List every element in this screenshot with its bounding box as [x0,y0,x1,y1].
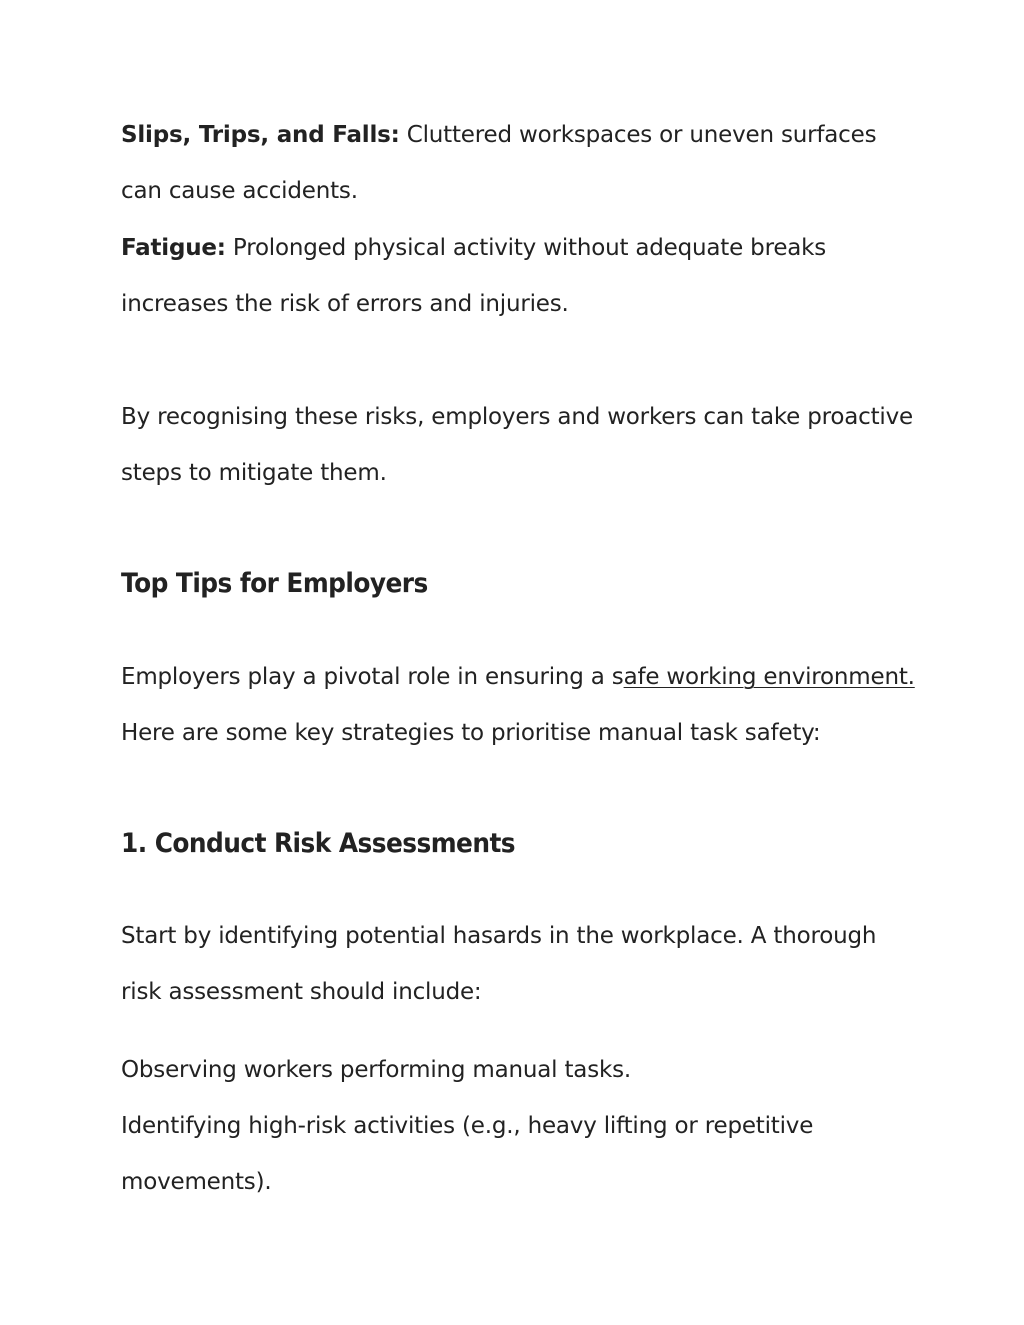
slips-line-1 [121,120,876,150]
employers-intro-line-1 [121,662,915,692]
risk-item-observing: Observing workers performing manual tasks. [121,1057,631,1083]
slips-label: Slips, Trips, and Falls: [121,122,400,148]
employers-intro-prefix: Employers play a pivotal role in ensuring a s [121,664,624,690]
fatigue-label: Fatigue: [121,235,226,261]
heading-risk-assessments: 1. Conduct Risk Assessments [121,828,516,859]
safe-working-environment-link[interactable]: afe working environment. [623,664,915,690]
risk-text-line-2: risk assessment should include: [121,979,482,1005]
slips-text: Cluttered workspaces or uneven surfaces [399,122,877,148]
risk-text-line-1: Start by identifying potential hasards in the workplace. A thorough [121,923,877,949]
heading-top-tips: Top Tips for Employers [121,568,428,599]
recognising-line-2: steps to mitigate them. [121,460,387,486]
employers-intro-line-2: Here are some key strategies to prioritise manual task safety: [121,720,821,746]
slips-line-2: can cause accidents. [121,178,358,204]
fatigue-text: Prolonged physical activity without adequate breaks [225,235,827,261]
recognising-line-1: By recognising these risks, employers and workers can take proactive [121,404,913,430]
risk-item-identifying-line-1: Identifying high-risk activities (e.g., heavy lifting or repetitive [121,1113,814,1139]
fatigue-line-2: increases the risk of errors and injuries. [121,291,569,317]
risk-item-identifying-line-2: movements). [121,1169,272,1195]
fatigue-line-1 [121,233,826,263]
